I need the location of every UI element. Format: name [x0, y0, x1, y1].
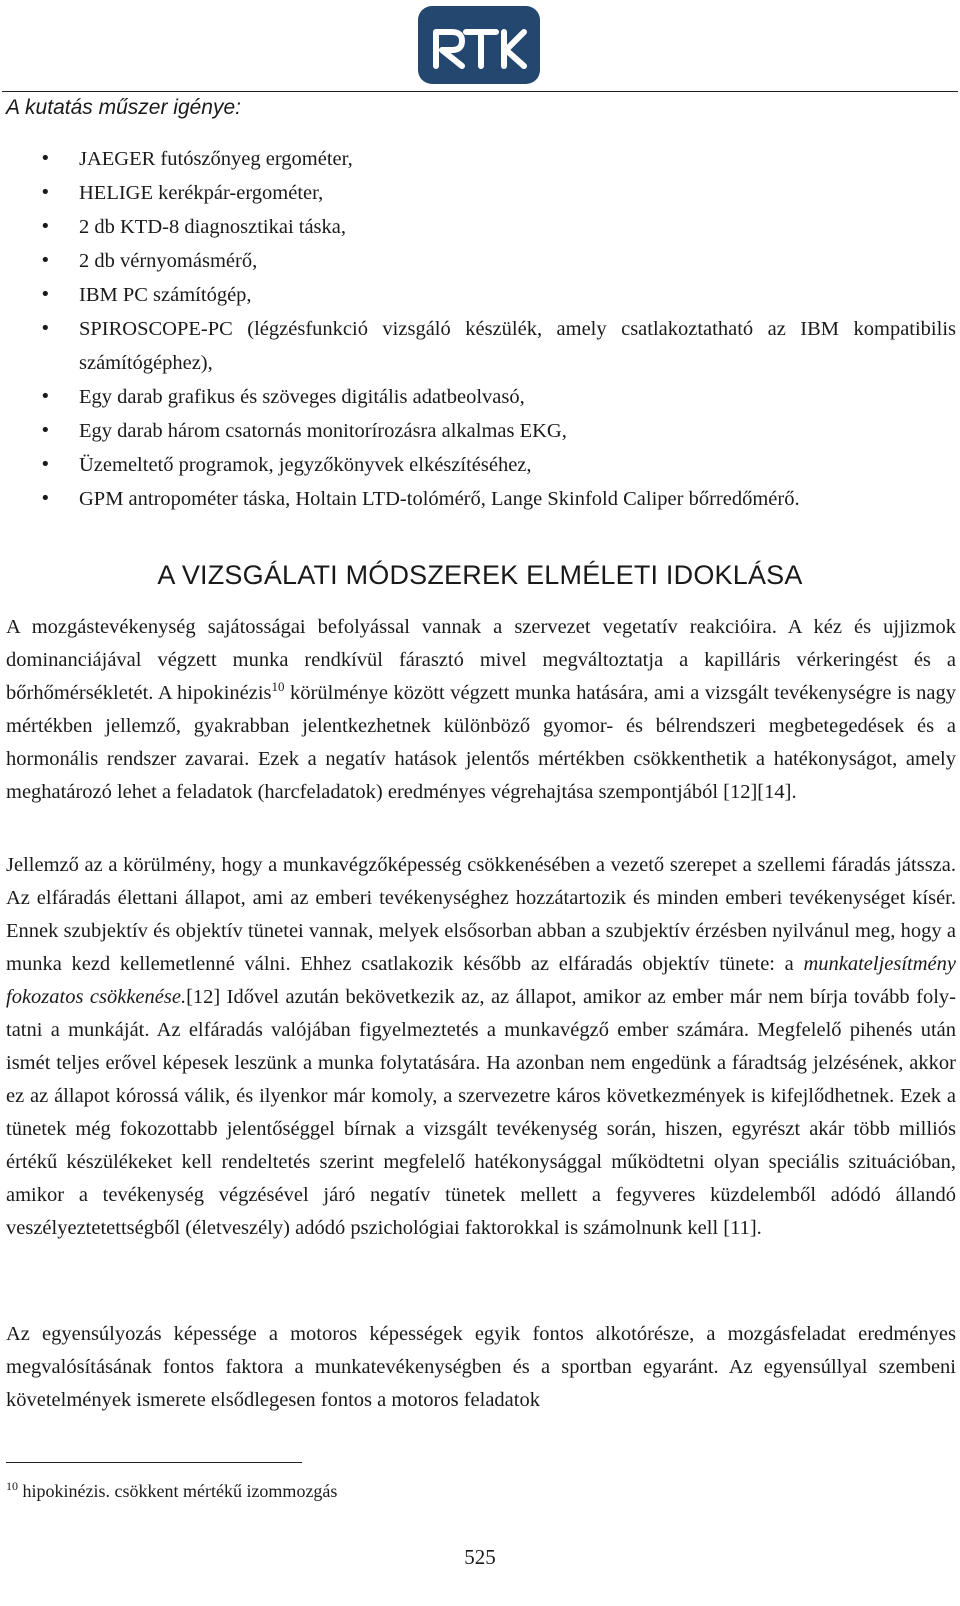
list-item: • 2 db KTD-8 diagnosztikai táska, [0, 210, 956, 244]
emphasis-text: munkateljesítmény fokozatos csökkenése. [6, 953, 956, 1008]
paragraph-text: A mozgástevékenység sajátosságai befolyással vannak a szervezet vegetatív reakcióira. A kéz és ujjizmok dominanciájával végzett munka rendkívül fárasztó mivel megváltoztatja a kapilláris vérkeringést és a bőrhőmérsékletét. A hipokinézis [6, 616, 956, 704]
list-item: • 2 db vérnyomásmérő, [0, 244, 956, 278]
list-item: • SPIROSCOPE-PC (légzésfunkció vizsgáló készülék, amely csatlakoztatható az IBM kompatibilis számítógéphez), [0, 312, 956, 380]
footnote-reference[interactable]: 10 [271, 679, 285, 694]
list-item: • JAEGER futószőnyeg ergométer, [0, 142, 956, 176]
footnote-rule [6, 1462, 302, 1463]
paragraph-text: Jellemző az a körülmény, hogy a munkavégzőképesség csökkenésében a vezető szerepet a szellemi fáradás játssza. Az elfáradás élettani állapot, ami az emberi tevékenységhez hozzátartozik és minden emberi tevékenységet kísér. Ennek szubjektív és objektív tünetei vannak, melyek elsősorban abban a szubjektív érzésben nyilvánul meg, hogy a munka kezd kellemetlenné válni. Ehhez csatlakozik később az elfáradás objektív tünete: a [6, 854, 956, 975]
paragraph-text: [12] Idővel azután bekövetkezik az, az állapot, amikor az ember már nem bírja tovább folytatni a munkáját. Az elfáradás valójában figyelmeztetés a munkavégző ember számára. Megfelelő pihenés után ismét teljes erővel képesek leszünk a munka folytatására. Ha azonban nem engedünk a fáradtság jelzésének, akkor ez az állapot kórossá válik, és ilyenkor már komoly, a szervezetre káros következmények is kifejlődhetnek. Ezek a tünetek még fokozottabb jelentőséggel bírnak a vizsgált tevékenység során, hiszen, egyrészt akár több milliós értékű készülékeket kell rendeltetés szerint megfelelő hatékonysággal működtetni olyan speciális szituációban, amikor a tevékenység végzésével járó negatív tünetek mellett a fegyveres küzdelemből adódó állandó veszélyeztetettségből (életveszély) adódó pszichológiai faktorokkal is számolnunk kell [11]. [6, 986, 956, 1239]
list-item: • Üzemeltető programok, jegyzőkönyvek elkészítéséhez, [0, 448, 956, 482]
body-paragraph [6, 611, 956, 809]
footnote [6, 1478, 337, 1504]
page-number: 525 [464, 1545, 496, 1569]
rtk-logo [418, 6, 540, 84]
paragraph-text: körülménye között végzett munka hatására, ami a vizsgált tevékenységre is nagy mértékben jellemző, gyakrabban jelentkezhetnek különböző gyomor- és bélrendszeri megbetegedések és a hormonális rendszer zavarai. Ezek a negatív hatások jelentős mértékben csökkenthetik a hatékonyságot, amely meghatározó lehet a feladatok (harcfeladatok) eredményes végrehajtása szempontjából [12][14]. [6, 682, 956, 803]
list-item: • Egy darab grafikus és szöveges digitális adatbeolvasó, [0, 380, 956, 414]
header-rule [2, 91, 958, 92]
body-paragraph: Az egyensúlyozás képessége a motoros képességek egyik fontos alkotórésze, a mozgásfeladat eredményes megvalósításának fontos faktora a munkatevékenységben és a sportban egyaránt. Az egyensúllyal szembeni követelmények ismerete elsődlegesen fontos a motoros feladatok [6, 1323, 956, 1411]
section-heading: A VIZSGÁLATI MÓDSZEREK ELMÉLETI IDOKLÁSA [157, 560, 803, 590]
equipment-list [0, 142, 956, 516]
footnote-text: hipokinézis. csökkent mértékű izommozgás [18, 1481, 338, 1501]
body-paragraph [6, 849, 956, 1245]
list-item: • GPM antropométer táska, Holtain LTD-tolómérő, Lange Skinfold Caliper bőrredőmérő. [0, 482, 956, 516]
footnote-number: 10 [6, 1479, 18, 1493]
section-label: A kutatás műszer igénye: [6, 96, 241, 119]
rtk-logo-mark [418, 6, 540, 84]
list-item: • HELIGE kerékpár-ergométer, [0, 176, 956, 210]
list-item: • IBM PC számítógép, [0, 278, 956, 312]
list-item: • Egy darab három csatornás monitorírozásra alkalmas EKG, [0, 414, 956, 448]
